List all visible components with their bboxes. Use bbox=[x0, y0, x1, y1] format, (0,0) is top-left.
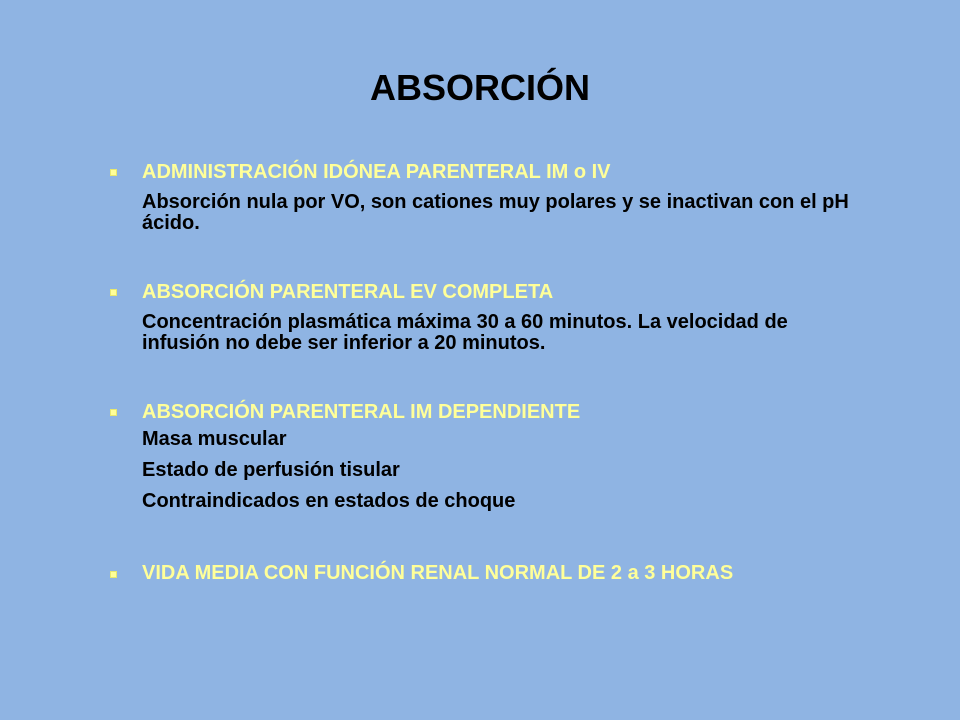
slide-title: ABSORCIÓN bbox=[369, 67, 590, 108]
bullet-heading: ABSORCIÓN PARENTERAL IM DEPENDIENTE bbox=[142, 401, 581, 423]
square-bullet-icon bbox=[110, 409, 117, 416]
bullet-detail-line: Contraindicados en estados de choque bbox=[142, 490, 516, 512]
bullet-detail-line: Masa muscular bbox=[142, 428, 287, 450]
bullet-heading: ABSORCIÓN PARENTERAL EV COMPLETA bbox=[142, 281, 554, 303]
bullet-row bbox=[110, 160, 870, 184]
bullet-detail-line: Estado de perfusión tisular bbox=[142, 459, 400, 481]
square-bullet-icon bbox=[110, 289, 117, 296]
bullet-section-vida-media bbox=[110, 562, 870, 584]
bullet-detail: Concentración plasmática máxima 30 a 60 minutos. La velocidad de infusión no debe ser inferior a 20 minutos. bbox=[142, 311, 788, 354]
bullet-heading: ADMINISTRACIÓN IDÓNEA PARENTERAL IM o IV bbox=[142, 161, 611, 183]
square-bullet-icon bbox=[110, 169, 117, 176]
bullet-row bbox=[110, 280, 870, 304]
bullet-section-administracion bbox=[110, 160, 870, 234]
square-bullet-icon bbox=[110, 571, 117, 578]
bullet-section-absorcion-im bbox=[110, 400, 870, 517]
bullet-detail: Absorción nula por VO, son cationes muy polares y se inactivan con el pH ácido. bbox=[142, 191, 849, 234]
bullet-row bbox=[110, 562, 870, 584]
bullet-section-absorcion-ev bbox=[110, 280, 870, 354]
bullet-heading: VIDA MEDIA CON FUNCIÓN RENAL NORMAL DE 2 a 3 HORAS bbox=[142, 562, 734, 584]
bullet-row bbox=[110, 400, 870, 424]
